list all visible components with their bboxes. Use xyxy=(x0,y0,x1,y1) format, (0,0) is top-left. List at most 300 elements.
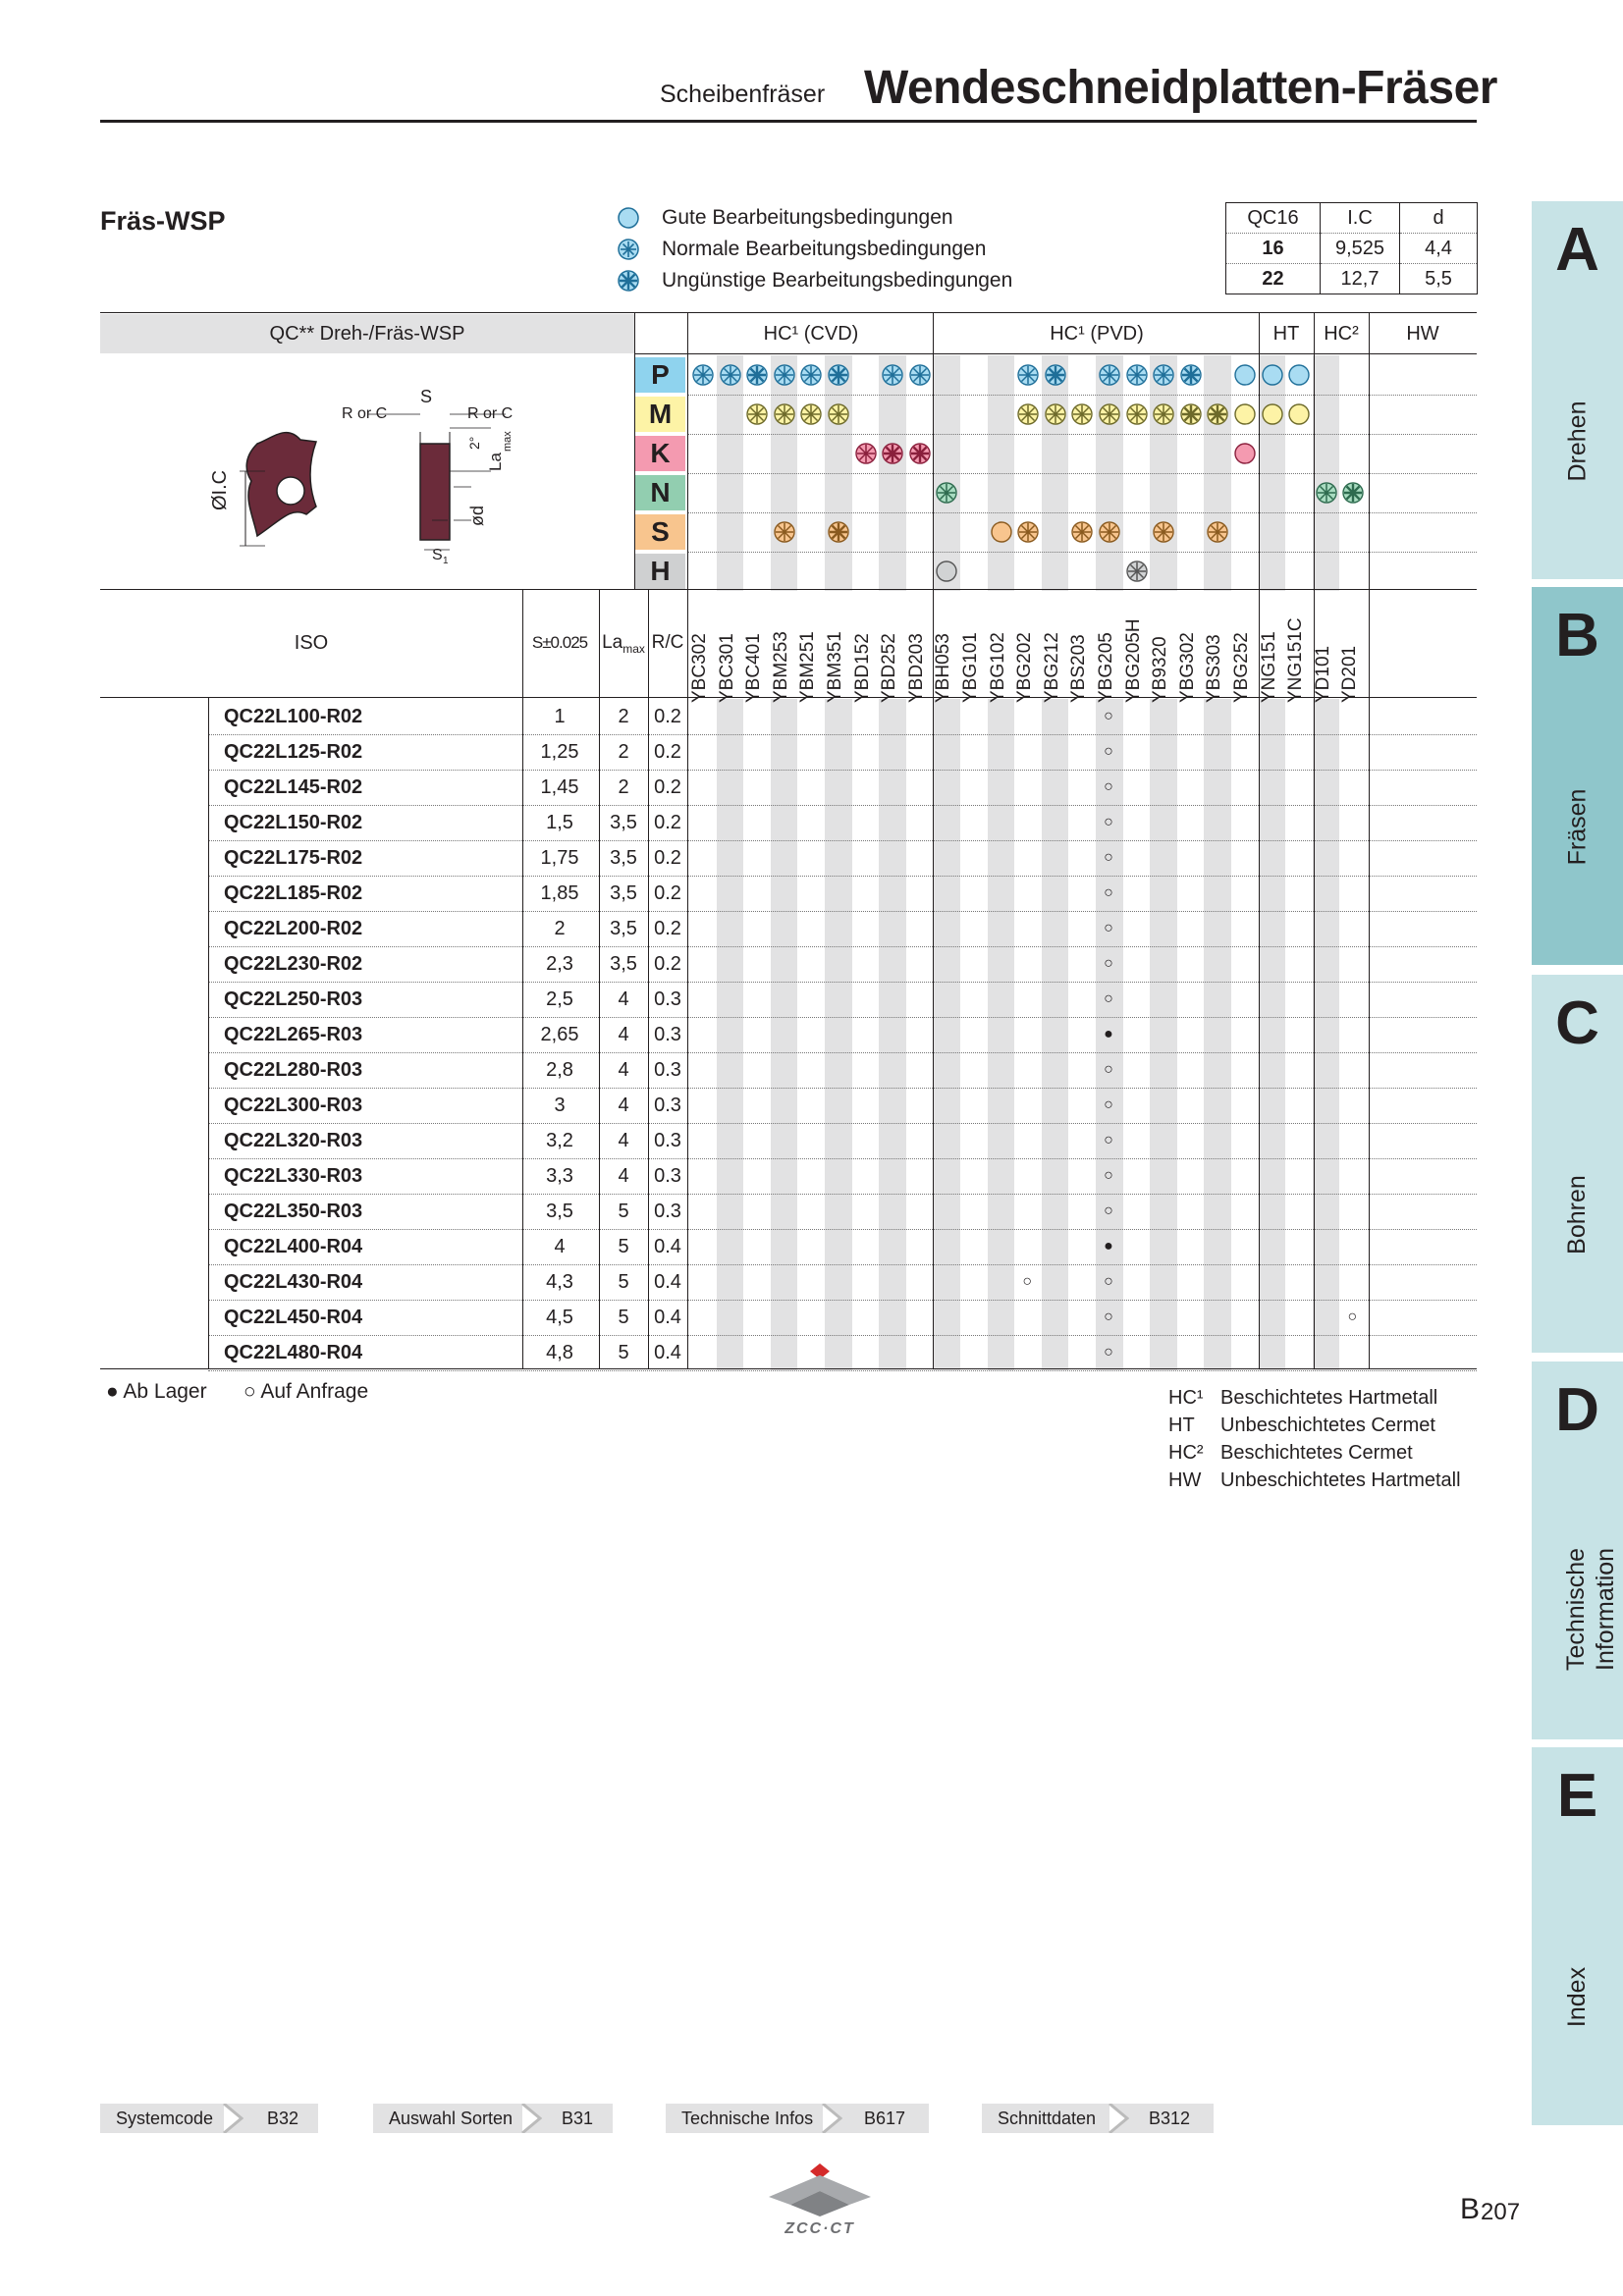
star-normal-icon xyxy=(691,363,715,387)
availability-mark: ○ xyxy=(1104,884,1113,901)
grade-header-ybc302: YBC302 xyxy=(689,633,710,703)
star-normal-icon xyxy=(799,402,823,426)
row-s: 4 xyxy=(554,1236,566,1257)
material-n: N xyxy=(635,475,685,510)
grid-line xyxy=(1369,312,1370,1368)
row-divider xyxy=(208,1158,1477,1159)
availability-mark: ○ xyxy=(1104,1202,1113,1219)
row-iso-code: QC22L150-R02 xyxy=(224,812,363,833)
row-iso-code: QC22L280-R03 xyxy=(224,1059,363,1081)
group-hw: HW xyxy=(1406,323,1439,345)
row-rc: 0.3 xyxy=(654,1201,681,1222)
row-rc: 0.2 xyxy=(654,847,681,869)
svg-text:ød: ød xyxy=(467,505,487,526)
page-section-letter: B xyxy=(1460,2193,1481,2225)
grade-column-shade xyxy=(771,699,798,1370)
footer-link-schnittdaten[interactable]: Schnittdaten B312 xyxy=(982,2104,1214,2133)
grid-line xyxy=(599,589,600,1368)
tab-label: Drehen xyxy=(1563,400,1591,482)
row-s: 1,75 xyxy=(540,847,579,869)
grid-line xyxy=(687,473,1477,474)
availability-mark: ○ xyxy=(1104,743,1113,760)
row-s: 2,3 xyxy=(546,953,573,975)
availability-mark: ○ xyxy=(1104,1061,1113,1078)
row-divider xyxy=(208,982,1477,983)
star-bad-icon xyxy=(745,363,769,387)
star-bad-icon xyxy=(1179,363,1203,387)
row-divider xyxy=(208,840,1477,841)
svg-text:R or C: R or C xyxy=(467,405,514,422)
row-divider xyxy=(208,805,1477,806)
circle-good-icon xyxy=(1287,363,1311,387)
star-bad-icon xyxy=(881,442,904,465)
row-divider xyxy=(208,1017,1477,1018)
row-la: 3,5 xyxy=(610,953,637,975)
star-normal-icon xyxy=(827,402,850,426)
availability-mark: ● xyxy=(1104,1026,1113,1042)
row-divider xyxy=(208,1194,1477,1195)
row-la: 2 xyxy=(618,741,629,763)
star-normal-icon xyxy=(881,363,904,387)
footer-link-systemcode[interactable]: Systemcode B32 xyxy=(100,2104,318,2133)
svg-text:2°: 2° xyxy=(466,436,482,450)
footer-link-auswahl-sorten[interactable]: Auswahl Sorten B31 xyxy=(373,2104,613,2133)
row-s: 1,5 xyxy=(546,812,573,833)
svg-text:R or C: R or C xyxy=(342,405,388,422)
row-s: 2,5 xyxy=(546,988,573,1010)
star-normal-icon xyxy=(773,363,796,387)
row-rc: 0.2 xyxy=(654,776,681,798)
row-rc: 0.3 xyxy=(654,1059,681,1081)
row-rc: 0.3 xyxy=(654,1024,681,1045)
material-s: S xyxy=(635,514,685,550)
row-divider xyxy=(208,1229,1477,1230)
grade-column-shade xyxy=(879,699,906,1370)
availability-mark: ○ xyxy=(1104,849,1113,866)
row-la: 4 xyxy=(618,1059,629,1081)
star-normal-icon xyxy=(1016,402,1040,426)
circle-good-icon xyxy=(990,520,1013,544)
availability-mark: ○ xyxy=(1104,1096,1113,1113)
row-s: 3,3 xyxy=(546,1165,573,1187)
row-s: 4,8 xyxy=(546,1342,573,1363)
abbr-row: HC¹ Beschichtetes Hartmetall xyxy=(1168,1387,1438,1409)
star-normal-icon xyxy=(908,363,932,387)
grade-column-shade xyxy=(988,699,1015,1370)
star-normal-icon xyxy=(854,442,878,465)
grade-column-shade xyxy=(1042,699,1069,1370)
row-divider xyxy=(208,1300,1477,1301)
row-rc: 0.2 xyxy=(654,706,681,727)
grade-header-ybs303: YBS303 xyxy=(1204,634,1225,703)
row-iso-code: QC22L145-R02 xyxy=(224,776,363,798)
size-table xyxy=(1225,202,1478,294)
grade-header-yd101: YD101 xyxy=(1312,645,1333,703)
page-number: 207 xyxy=(1481,2199,1521,2225)
group-hc1-pvd: HC¹ (PVD) xyxy=(1050,323,1144,345)
row-iso-code: QC22L100-R02 xyxy=(224,706,363,727)
tab-letter: A xyxy=(1555,216,1599,284)
row-la: 3,5 xyxy=(610,918,637,939)
availability-mark: ○ xyxy=(1104,1273,1113,1290)
star-bad-icon xyxy=(1206,402,1229,426)
row-iso-code: QC22L300-R03 xyxy=(224,1095,363,1116)
star-normal-icon xyxy=(1125,402,1149,426)
row-divider xyxy=(208,1370,1477,1371)
row-iso-code: QC22L250-R03 xyxy=(224,988,363,1010)
star-bad-icon xyxy=(1179,402,1203,426)
availability-mark: ○ xyxy=(1104,1344,1113,1361)
logo-text: ZCC·CT xyxy=(784,2220,855,2237)
availability-mark: ○ xyxy=(1104,814,1113,830)
star-normal-icon xyxy=(1070,520,1094,544)
row-divider xyxy=(208,876,1477,877)
row-la: 3,5 xyxy=(610,847,637,869)
availability-mark: ○ xyxy=(1104,1132,1113,1148)
grade-column-shade xyxy=(1150,699,1177,1370)
grade-header-ybg205: YBG205 xyxy=(1096,632,1116,703)
row-rc: 0.3 xyxy=(654,988,681,1010)
grid-line xyxy=(687,552,1477,553)
chevron-right-icon xyxy=(821,2104,842,2133)
grid-line xyxy=(687,434,1477,435)
row-rc: 0.2 xyxy=(654,882,681,904)
legend-bad xyxy=(617,266,1012,295)
tab-label: Bohren xyxy=(1563,1175,1591,1255)
star-normal-icon xyxy=(1098,402,1121,426)
tab-letter: D xyxy=(1555,1376,1599,1444)
tab-technische-information[interactable] xyxy=(1532,1362,1623,1739)
circle-good-icon xyxy=(1233,402,1257,426)
row-la: 2 xyxy=(618,706,629,727)
legend-normal-label: Normale Bearbeitungsbedingungen xyxy=(662,238,987,260)
row-la: 2 xyxy=(618,776,629,798)
row-rc: 0.3 xyxy=(654,1165,681,1187)
col-header-rc: R/C xyxy=(651,632,684,653)
table-bottom-rule xyxy=(100,1368,1477,1369)
grid-line xyxy=(648,589,649,1368)
tab-index[interactable] xyxy=(1532,1747,1623,2125)
header-rule xyxy=(100,120,1477,123)
star-normal-icon xyxy=(1125,363,1149,387)
grade-column-shade xyxy=(1313,699,1340,1370)
row-s: 4,5 xyxy=(546,1307,573,1328)
size-header-qc: QC16 xyxy=(1226,203,1321,234)
row-iso-code: QC22L230-R02 xyxy=(224,953,363,975)
tab-letter: B xyxy=(1555,602,1599,669)
material-m: M xyxy=(635,397,685,432)
row-divider xyxy=(208,1264,1477,1265)
grade-column-shade xyxy=(1259,699,1286,1370)
table-top-rule xyxy=(100,312,1477,313)
row-la: 4 xyxy=(618,1165,629,1187)
col-header-la: $La_{max}$ xyxy=(602,632,645,656)
tab-fraesen[interactable] xyxy=(1532,587,1623,965)
row-s: 2,65 xyxy=(540,1024,579,1045)
star-normal-icon xyxy=(1152,363,1175,387)
star-normal-icon xyxy=(935,481,958,505)
row-la: 4 xyxy=(618,1024,629,1045)
row-divider xyxy=(208,734,1477,735)
star-normal-icon xyxy=(1016,520,1040,544)
row-divider xyxy=(208,946,1477,947)
col-header-s: S±0.025 xyxy=(531,633,588,652)
circle-good-icon xyxy=(1233,363,1257,387)
grade-header-ybd203: YBD203 xyxy=(905,633,927,703)
star-normal-icon xyxy=(1098,363,1121,387)
size-header-d: d xyxy=(1400,203,1478,234)
row-divider xyxy=(208,770,1477,771)
svg-text:max: max xyxy=(502,431,514,452)
grade-header-ybc301: YBC301 xyxy=(716,633,737,703)
material-p: P xyxy=(635,357,685,393)
legend-good xyxy=(617,203,953,233)
grid-line xyxy=(634,353,1477,354)
row-la: 3,5 xyxy=(610,882,637,904)
grid-line xyxy=(687,512,1477,513)
star-normal-icon xyxy=(1098,520,1121,544)
row-iso-code: QC22L450-R04 xyxy=(224,1307,363,1328)
grade-column-shade xyxy=(1204,699,1231,1370)
availability-mark: ○ xyxy=(1104,708,1113,724)
ic-label: ØI.C xyxy=(209,469,231,510)
group-ht: HT xyxy=(1272,323,1300,345)
row-iso-code: QC22L175-R02 xyxy=(224,847,363,869)
star-bad-icon xyxy=(1341,481,1365,505)
svg-text:1: 1 xyxy=(443,556,449,566)
row-rc: 0.2 xyxy=(654,918,681,939)
material-k: K xyxy=(635,436,685,471)
availability-mark: ○ xyxy=(1104,1308,1113,1325)
availability-mark: ○ xyxy=(1022,1273,1033,1290)
grade-header-ybd252: YBD252 xyxy=(879,633,900,703)
row-iso-code: QC22L350-R03 xyxy=(224,1201,363,1222)
row-la: 3,5 xyxy=(610,812,637,833)
grid-line xyxy=(522,589,523,1368)
grade-header-ybh053: YBH053 xyxy=(933,633,954,703)
row-la: 5 xyxy=(618,1342,629,1363)
row-rc: 0.4 xyxy=(654,1307,681,1328)
insert-header: QC** Dreh-/Fräs-WSP xyxy=(269,323,465,345)
row-s: 1 xyxy=(554,706,566,727)
circle-good-icon xyxy=(935,560,958,583)
grid-line xyxy=(933,312,934,1368)
legend-normal xyxy=(617,235,986,264)
star-normal-icon xyxy=(799,363,823,387)
grade-header-ybd152: YBD152 xyxy=(851,633,873,703)
grade-header-yd201: YD201 xyxy=(1339,645,1361,703)
tab-label: Technische Information xyxy=(1562,1547,1619,1671)
grid-line xyxy=(1259,312,1260,1368)
grade-header-yng151c: YNG151C xyxy=(1285,617,1307,703)
page-title: Wendeschneidplatten-Fräser xyxy=(864,62,1497,114)
abbr-row: HW Unbeschichtetes Hartmetall xyxy=(1168,1469,1461,1491)
star-bad-icon xyxy=(827,363,850,387)
grade-header-ybg101: YBG101 xyxy=(960,632,981,703)
row-la: 4 xyxy=(618,1130,629,1151)
group-hc1-cvd: HC¹ (CVD) xyxy=(763,323,859,345)
tab-label: Index xyxy=(1562,1966,1591,2028)
availability-mark: ○ xyxy=(1104,920,1113,936)
star-normal-icon xyxy=(773,520,796,544)
row-s: 1,85 xyxy=(540,882,579,904)
row-iso-code: QC22L185-R02 xyxy=(224,882,363,904)
grade-header-ybg252: YBG252 xyxy=(1231,632,1252,703)
row-rc: 0.2 xyxy=(654,741,681,763)
star-normal-icon xyxy=(719,363,742,387)
star-normal-icon xyxy=(745,402,769,426)
col-header-iso: ISO xyxy=(294,632,329,654)
insert-schematic xyxy=(196,373,550,569)
grade-header-yb9320: YB9320 xyxy=(1150,636,1171,703)
availability-mark: ○ xyxy=(1347,1308,1358,1325)
row-rc: 0.2 xyxy=(654,812,681,833)
grade-column-shade xyxy=(933,699,960,1370)
size-cell: 9,525 xyxy=(1321,234,1400,264)
star-normal-icon xyxy=(1016,363,1040,387)
legend-in-stock: ● Ab Lager xyxy=(106,1380,207,1403)
size-header-ic: I.C xyxy=(1321,203,1400,234)
row-divider xyxy=(208,911,1477,912)
chevron-right-icon xyxy=(520,2104,542,2133)
grade-header-ybm251: YBM251 xyxy=(797,631,819,703)
grade-header-yng151: YNG151 xyxy=(1258,631,1279,703)
star-bad-icon xyxy=(1044,363,1067,387)
row-s: 3 xyxy=(554,1095,566,1116)
grade-header-ybc401: YBC401 xyxy=(743,633,765,703)
star-normal-icon xyxy=(1152,520,1175,544)
chevron-right-icon xyxy=(1108,2104,1129,2133)
star-bad-icon xyxy=(617,269,640,293)
row-la: 4 xyxy=(618,988,629,1010)
section-title: Fräs-WSP xyxy=(100,206,226,236)
row-iso-code: QC22L200-R02 xyxy=(224,918,363,939)
grade-header-ybg102: YBG102 xyxy=(987,632,1008,703)
grid-line xyxy=(687,312,688,1368)
circle-good-icon xyxy=(1261,402,1284,426)
row-iso-code: QC22L330-R03 xyxy=(224,1165,363,1187)
grade-column-shade xyxy=(717,699,744,1370)
size-cell: 4,4 xyxy=(1400,234,1478,264)
grid-line xyxy=(208,697,209,1368)
availability-mark: ○ xyxy=(1104,990,1113,1007)
row-s: 1,25 xyxy=(540,741,579,763)
chevron-right-icon xyxy=(222,2104,243,2133)
grade-header-ybm253: YBM253 xyxy=(770,631,791,703)
row-divider xyxy=(208,1052,1477,1053)
star-normal-icon xyxy=(1206,520,1229,544)
grade-header-ybg205h: YBG205H xyxy=(1122,618,1144,703)
row-s: 3,5 xyxy=(546,1201,573,1222)
row-rc: 0.4 xyxy=(654,1342,681,1363)
row-la: 5 xyxy=(618,1236,629,1257)
tab-letter: E xyxy=(1556,1762,1598,1830)
abbreviation-list xyxy=(1168,1384,1461,1494)
size-cell: 5,5 xyxy=(1400,264,1478,294)
star-bad-icon xyxy=(908,442,932,465)
row-s: 1,45 xyxy=(540,776,579,798)
legend-good-label: Gute Bearbeitungsbedingungen xyxy=(662,206,953,229)
grid-line xyxy=(100,589,1477,590)
star-normal-icon xyxy=(1125,560,1149,583)
header-subtitle: Scheibenfräser xyxy=(660,80,826,108)
zcc-ct-logo xyxy=(761,2162,879,2220)
row-la: 4 xyxy=(618,1095,629,1116)
availability-mark: ● xyxy=(1104,1238,1113,1255)
row-iso-code: QC22L125-R02 xyxy=(224,741,363,763)
star-normal-icon xyxy=(1315,481,1338,505)
row-iso-code: QC22L265-R03 xyxy=(224,1024,363,1045)
row-iso-code: QC22L480-R04 xyxy=(224,1342,363,1363)
tab-letter: C xyxy=(1555,989,1599,1057)
row-s: 2,8 xyxy=(546,1059,573,1081)
grade-header-ybg302: YBG302 xyxy=(1176,632,1198,703)
row-rc: 0.4 xyxy=(654,1271,681,1293)
grid-line xyxy=(1314,312,1315,1368)
row-la: 5 xyxy=(618,1271,629,1293)
svg-text:S: S xyxy=(420,387,433,406)
circle-good-icon xyxy=(617,206,640,230)
tab-drehen[interactable] xyxy=(1532,201,1623,579)
material-h: H xyxy=(635,554,685,589)
availability-mark: ○ xyxy=(1104,778,1113,795)
abbr-row: HT Unbeschichtetes Cermet xyxy=(1168,1415,1435,1436)
row-la: 5 xyxy=(618,1201,629,1222)
row-rc: 0.2 xyxy=(654,953,681,975)
group-hc2: HC² xyxy=(1324,323,1359,345)
grade-header-ybg212: YBG212 xyxy=(1041,632,1062,703)
row-iso-code: QC22L320-R03 xyxy=(224,1130,363,1151)
circle-good-icon xyxy=(1261,363,1284,387)
svg-text:S: S xyxy=(432,547,443,563)
legend-on-request: ○ Auf Anfrage xyxy=(243,1380,369,1403)
grid-line xyxy=(687,395,1477,396)
star-normal-icon xyxy=(617,238,640,261)
size-cell: 16 xyxy=(1226,234,1321,264)
star-normal-icon xyxy=(1044,402,1067,426)
grid-line xyxy=(634,312,635,589)
grade-column-shade xyxy=(825,699,852,1370)
legend-bad-label: Ungünstige Bearbeitungsbedingungen xyxy=(662,269,1013,292)
row-divider xyxy=(208,1123,1477,1124)
star-normal-icon xyxy=(1152,402,1175,426)
star-normal-icon xyxy=(773,402,796,426)
grid-line xyxy=(100,697,1477,698)
row-rc: 0.3 xyxy=(654,1095,681,1116)
row-rc: 0.3 xyxy=(654,1130,681,1151)
grade-header-ybs203: YBS203 xyxy=(1068,634,1090,703)
row-la: 5 xyxy=(618,1307,629,1328)
row-s: 3,2 xyxy=(546,1130,573,1151)
row-divider xyxy=(208,1088,1477,1089)
svg-text:La: La xyxy=(486,453,505,471)
row-iso-code: QC22L430-R04 xyxy=(224,1271,363,1293)
row-iso-code: QC22L400-R04 xyxy=(224,1236,363,1257)
size-cell: 22 xyxy=(1226,264,1321,294)
star-normal-icon xyxy=(1070,402,1094,426)
abbr-row: HC² Beschichtetes Cermet xyxy=(1168,1442,1413,1464)
size-cell: 12,7 xyxy=(1321,264,1400,294)
availability-mark: ○ xyxy=(1104,955,1113,972)
tab-label: Fräsen xyxy=(1563,788,1591,866)
row-s: 4,3 xyxy=(546,1271,573,1293)
row-s: 2 xyxy=(554,918,566,939)
footer-link-technische-infos[interactable]: Technische Infos B617 xyxy=(666,2104,929,2133)
tab-bohren[interactable] xyxy=(1532,975,1623,1353)
circle-good-icon xyxy=(1233,442,1257,465)
grade-header-ybm351: YBM351 xyxy=(825,631,845,703)
grade-header-ybg202: YBG202 xyxy=(1014,632,1036,703)
